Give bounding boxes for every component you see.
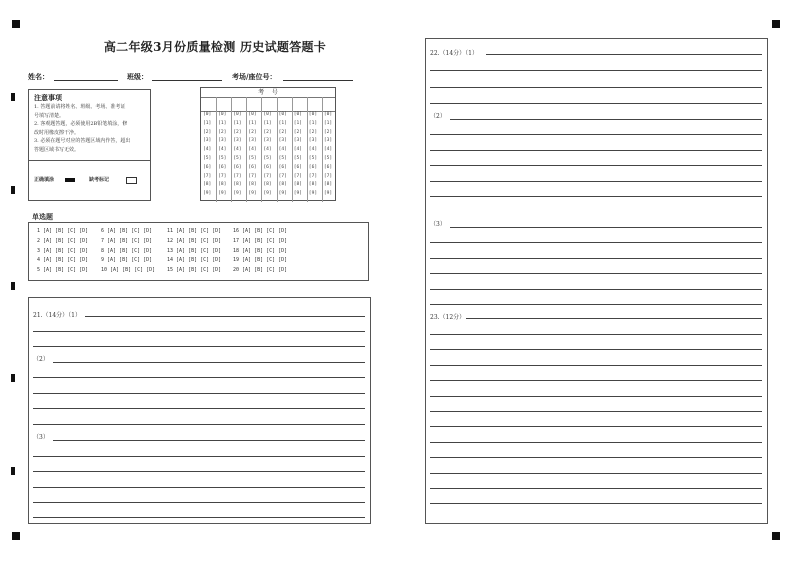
exam-digit-bubble[interactable]: [0] — [278, 112, 287, 117]
exam-digit-bubble[interactable]: [0] — [308, 112, 318, 117]
exam-digit-bubble[interactable]: [6] — [323, 164, 333, 170]
exam-digit-bubble[interactable]: [1] — [218, 120, 227, 126]
mc-question-options[interactable]: 2 [A] [B] [C] [D] — [37, 237, 89, 244]
answer-line[interactable] — [430, 304, 762, 305]
answer-line[interactable] — [33, 331, 365, 332]
exam-digit-bubble[interactable]: [8] — [293, 182, 302, 188]
answer-line[interactable] — [430, 349, 762, 350]
exam-digit-bubble[interactable]: [4] — [248, 147, 257, 153]
answer-line[interactable] — [466, 318, 762, 319]
answer-line[interactable] — [430, 103, 762, 104]
exam-digit-bubble[interactable]: [3] — [308, 138, 318, 144]
q21-part2: （2） — [33, 356, 49, 363]
exam-digit-bubble[interactable]: [8] — [203, 182, 212, 188]
mc-question-options[interactable]: 16 [A] [B] [C] [D] — [233, 228, 288, 234]
exam-number-divider — [292, 97, 293, 202]
mc-question-options[interactable]: 7 [A] [B] [C] [D] — [101, 237, 153, 244]
exam-digit-bubble[interactable]: [4] — [323, 147, 333, 153]
answer-line[interactable] — [450, 119, 762, 120]
exam-digit-bubble[interactable]: [1] — [203, 120, 212, 126]
exam-digit-bubble[interactable]: [4] — [308, 147, 318, 153]
mc-question-options[interactable]: 11 [A] [B] [C] [D] — [167, 228, 222, 234]
answer-line[interactable] — [430, 473, 762, 474]
answer-line[interactable] — [430, 488, 762, 489]
exam-digit-bubble[interactable]: [5] — [218, 156, 227, 161]
name-field[interactable] — [54, 80, 118, 81]
side-mark — [11, 374, 15, 382]
answer-line[interactable] — [430, 242, 762, 243]
answer-line[interactable] — [33, 517, 365, 518]
exam-digit-bubble[interactable]: [1] — [293, 120, 302, 126]
q22-head: 22.（14分）（1） — [430, 50, 478, 57]
answer-line[interactable] — [430, 196, 762, 197]
exam-digit-bubble[interactable]: [8] — [233, 182, 242, 188]
q21-part3: （3） — [33, 434, 49, 441]
answer-line[interactable] — [430, 181, 762, 182]
mc-question-options[interactable]: 14 [A] [B] [C] [D] — [167, 257, 222, 264]
exam-digit-bubble[interactable]: [1] — [278, 120, 287, 126]
exam-digit-bubble[interactable]: [7] — [203, 173, 212, 179]
exam-digit-bubble[interactable]: [2] — [203, 129, 212, 135]
exam-digit-bubble[interactable]: [6] — [203, 164, 212, 170]
exam-digit-bubble[interactable]: [5] — [323, 156, 333, 161]
answer-line[interactable] — [430, 289, 762, 290]
exam-digit-bubble[interactable]: [3] — [323, 138, 333, 144]
exam-digit-bubble[interactable]: [2] — [278, 129, 287, 135]
exam-digit-bubble[interactable]: [8] — [218, 182, 227, 188]
exam-digit-bubble[interactable]: [9] — [218, 191, 227, 197]
mc-question-options[interactable]: 18 [A] [B] [C] [D] — [233, 247, 288, 254]
side-mark — [11, 186, 15, 194]
answer-line[interactable] — [430, 365, 762, 366]
q22-q23-box — [425, 38, 768, 524]
class-label: 班级： — [127, 72, 148, 81]
missing-mark-label: 缺考标记 — [89, 177, 110, 183]
exam-digit-bubble[interactable]: [3] — [218, 138, 227, 144]
exam-digit-bubble[interactable]: [1] — [323, 120, 333, 126]
answer-line[interactable] — [430, 165, 762, 166]
exam-digit-bubble[interactable]: [5] — [203, 156, 212, 161]
exam-digit-bubble[interactable]: [6] — [308, 164, 318, 170]
mc-question-options[interactable]: 3 [A] [B] [C] [D] — [37, 247, 89, 254]
exam-digit-bubble[interactable]: [1] — [308, 120, 318, 126]
answer-line[interactable] — [33, 487, 365, 488]
exam-digit-bubble[interactable]: [2] — [233, 129, 242, 135]
mc-question-options[interactable]: 12 [A] [B] [C] [D] — [167, 237, 222, 244]
answer-line[interactable] — [430, 503, 762, 504]
exam-digit-bubble[interactable]: [7] — [233, 173, 242, 179]
exam-digit-bubble[interactable]: [8] — [248, 182, 257, 188]
answer-line[interactable] — [53, 362, 365, 363]
answer-line[interactable] — [33, 377, 365, 378]
exam-digit-bubble[interactable]: [7] — [248, 173, 257, 179]
corner-mark-tr — [772, 20, 780, 28]
answer-line[interactable] — [430, 334, 762, 335]
exam-digit-bubble[interactable]: [6] — [263, 164, 272, 170]
exam-digit-bubble[interactable]: [2] — [248, 129, 257, 135]
correct-fill-label: 正确填涂 — [34, 177, 55, 183]
exam-number-divider — [307, 97, 308, 202]
notice-heading: 注意事项 — [34, 93, 62, 102]
exam-digit-bubble[interactable]: [5] — [308, 156, 318, 161]
exam-digit-bubble[interactable]: [6] — [293, 164, 302, 170]
exam-digit-bubble[interactable]: [4] — [293, 147, 302, 153]
page-title: 高二年级3月份质量检测 历史试题答题卡 — [103, 40, 327, 54]
exam-digit-bubble[interactable]: [9] — [248, 191, 257, 197]
mc-question-options[interactable]: 17 [A] [B] [C] [D] — [233, 237, 288, 244]
answer-line[interactable] — [450, 227, 762, 228]
answer-line[interactable] — [33, 502, 365, 503]
exam-digit-bubble[interactable]: [9] — [263, 191, 272, 197]
answer-line[interactable] — [33, 408, 365, 409]
exam-digit-bubble[interactable]: [7] — [278, 173, 287, 179]
exam-digit-bubble[interactable]: [4] — [218, 147, 227, 153]
class-field[interactable] — [152, 80, 222, 81]
exam-digit-bubble[interactable]: [0] — [323, 112, 333, 117]
mc-question-options[interactable]: 15 [A] [B] [C] [D] — [167, 267, 222, 274]
exam-digit-bubble[interactable]: [1] — [248, 120, 257, 126]
exam-digit-bubble[interactable]: [1] — [233, 120, 242, 126]
exam-digit-bubble[interactable]: [8] — [278, 182, 287, 188]
exam-digit-bubble[interactable]: [7] — [293, 173, 302, 179]
mc-question-options[interactable]: 8 [A] [B] [C] [D] — [101, 247, 153, 254]
exam-digit-bubble[interactable]: [1] — [263, 120, 272, 126]
exam-digit-bubble[interactable]: [6] — [248, 164, 257, 170]
exam-digit-bubble[interactable]: [9] — [233, 191, 242, 197]
side-mark — [11, 93, 15, 101]
exam-digit-bubble[interactable]: [0] — [218, 112, 227, 117]
exam-digit-bubble[interactable]: [9] — [278, 191, 287, 197]
exam-digit-bubble[interactable]: [4] — [263, 147, 272, 153]
exam-digit-bubble[interactable]: [4] — [233, 147, 242, 153]
exam-digit-bubble[interactable]: [0] — [203, 112, 212, 117]
exam-digit-bubble[interactable]: [6] — [218, 164, 227, 170]
exam-digit-bubble[interactable]: [5] — [293, 156, 302, 161]
exam-digit-bubble[interactable]: [0] — [263, 112, 272, 117]
side-mark — [11, 467, 15, 475]
exam-number-divider — [231, 97, 232, 202]
exam-digit-bubble[interactable]: [0] — [248, 112, 257, 117]
mc-heading: 单选题 — [32, 212, 53, 221]
answer-line[interactable] — [430, 87, 762, 88]
exam-digit-bubble[interactable]: [8] — [263, 182, 272, 188]
exam-digit-bubble[interactable]: [0] — [233, 112, 242, 117]
q21-box — [28, 297, 371, 524]
mc-box — [28, 222, 369, 281]
q21-head: 21.（14分）（1） — [33, 312, 81, 319]
exam-digit-bubble[interactable]: [2] — [308, 129, 318, 135]
exam-digit-bubble[interactable]: [5] — [278, 156, 287, 161]
exam-digit-bubble[interactable]: [7] — [218, 173, 227, 179]
exam-digit-bubble[interactable]: [2] — [323, 129, 333, 135]
exam-digit-bubble[interactable]: [3] — [203, 138, 212, 144]
exam-digit-bubble[interactable]: [5] — [233, 156, 242, 161]
mc-question-options[interactable]: 13 [A] [B] [C] [D] — [167, 247, 222, 254]
answer-line[interactable] — [430, 426, 762, 427]
exam-number-grid — [200, 87, 336, 201]
exam-digit-bubble[interactable]: [2] — [263, 129, 272, 135]
mc-question-options[interactable]: 5 [A] [B] [C] [D] — [37, 267, 89, 274]
answer-line[interactable] — [486, 54, 762, 55]
corner-mark-bl — [12, 532, 20, 540]
exam-digit-bubble[interactable]: [3] — [278, 138, 287, 144]
correct-fill-swatch — [65, 178, 75, 182]
answer-line[interactable] — [430, 70, 762, 71]
mc-question-options[interactable]: 9 [A] [B] [C] [D] — [101, 257, 153, 264]
q23-head: 23.（12分） — [430, 314, 466, 321]
exam-digit-bubble[interactable]: [5] — [248, 156, 257, 161]
answer-line[interactable] — [33, 471, 365, 472]
exam-digit-bubble[interactable]: [2] — [218, 129, 227, 135]
exam-number-divider — [277, 97, 278, 202]
exam-digit-bubble[interactable]: [0] — [293, 112, 302, 117]
missing-mark-box[interactable] — [126, 177, 137, 184]
answer-line[interactable] — [430, 150, 762, 151]
mc-question-options[interactable]: 10 [A] [B] [C] [D] — [101, 267, 156, 274]
answer-line[interactable] — [430, 134, 762, 135]
corner-mark-br — [772, 532, 780, 540]
mc-question-options[interactable]: 6 [A] [B] [C] [D] — [101, 228, 153, 234]
answer-line[interactable] — [85, 316, 365, 317]
exam-digit-bubble[interactable]: [6] — [233, 164, 242, 170]
exam-number-header: 考 号 — [201, 88, 335, 98]
name-label: 姓名： — [28, 72, 49, 81]
seat-label: 考场/座位号： — [232, 72, 277, 81]
corner-mark-tl — [12, 20, 20, 28]
exam-digit-bubble[interactable]: [7] — [263, 173, 272, 179]
exam-number-divider — [322, 97, 323, 202]
q22-part2: （2） — [430, 113, 446, 120]
exam-digit-bubble[interactable]: [9] — [308, 191, 318, 197]
exam-number-divider — [246, 97, 247, 202]
exam-digit-bubble[interactable]: [5] — [263, 156, 272, 161]
exam-digit-bubble[interactable]: [3] — [248, 138, 257, 144]
answer-line[interactable] — [430, 396, 762, 397]
exam-digit-bubble[interactable]: [3] — [293, 138, 302, 144]
answer-line[interactable] — [430, 442, 762, 443]
answer-line[interactable] — [33, 424, 365, 425]
exam-digit-bubble[interactable]: [3] — [233, 138, 242, 144]
exam-digit-bubble[interactable]: [4] — [278, 147, 287, 153]
exam-digit-bubble[interactable]: [8] — [323, 182, 333, 188]
exam-digit-bubble[interactable]: [9] — [323, 191, 333, 197]
answer-line[interactable] — [430, 258, 762, 259]
answer-line[interactable] — [33, 393, 365, 394]
exam-digit-bubble[interactable]: [9] — [293, 191, 302, 197]
answer-line[interactable] — [430, 380, 762, 381]
q22-part3: （3） — [430, 221, 446, 228]
mc-question-options[interactable]: 4 [A] [B] [C] [D] — [37, 257, 89, 264]
mc-question-options[interactable]: 20 [A] [B] [C] [D] — [233, 267, 288, 274]
exam-digit-bubble[interactable]: [2] — [293, 129, 302, 135]
exam-number-divider — [261, 97, 262, 202]
answer-line[interactable] — [430, 457, 762, 458]
answer-line[interactable] — [430, 273, 762, 274]
exam-digit-bubble[interactable]: [7] — [308, 173, 318, 179]
exam-digit-bubble[interactable]: [7] — [323, 173, 333, 179]
exam-digit-bubble[interactable]: [6] — [278, 164, 287, 170]
side-mark — [11, 282, 15, 290]
notice-text: 1. 答题前请将姓名、班级、考场、准考证 号填写清楚。 2. 客观题答题，必须使用2B铅笔填涂，修 改时用橡皮擦干净。 3. 必须在题号对应的答题区域内作答，超出 答题区域书写无效。 — [34, 104, 131, 153]
seat-field[interactable] — [283, 80, 353, 81]
exam-digit-bubble[interactable]: [8] — [308, 182, 318, 188]
answer-line[interactable] — [53, 440, 365, 441]
answer-line[interactable] — [430, 411, 762, 412]
exam-digit-bubble[interactable]: [9] — [203, 191, 212, 197]
exam-digit-bubble[interactable]: [3] — [263, 138, 272, 144]
mc-question-options[interactable]: 1 [A] [B] [C] [D] — [37, 228, 89, 234]
answer-line[interactable] — [33, 346, 365, 347]
exam-number-divider — [216, 97, 217, 202]
notice-box — [28, 89, 151, 201]
mc-question-options[interactable]: 19 [A] [B] [C] [D] — [233, 257, 288, 264]
answer-line[interactable] — [33, 456, 365, 457]
exam-digit-bubble[interactable]: [4] — [203, 147, 212, 153]
